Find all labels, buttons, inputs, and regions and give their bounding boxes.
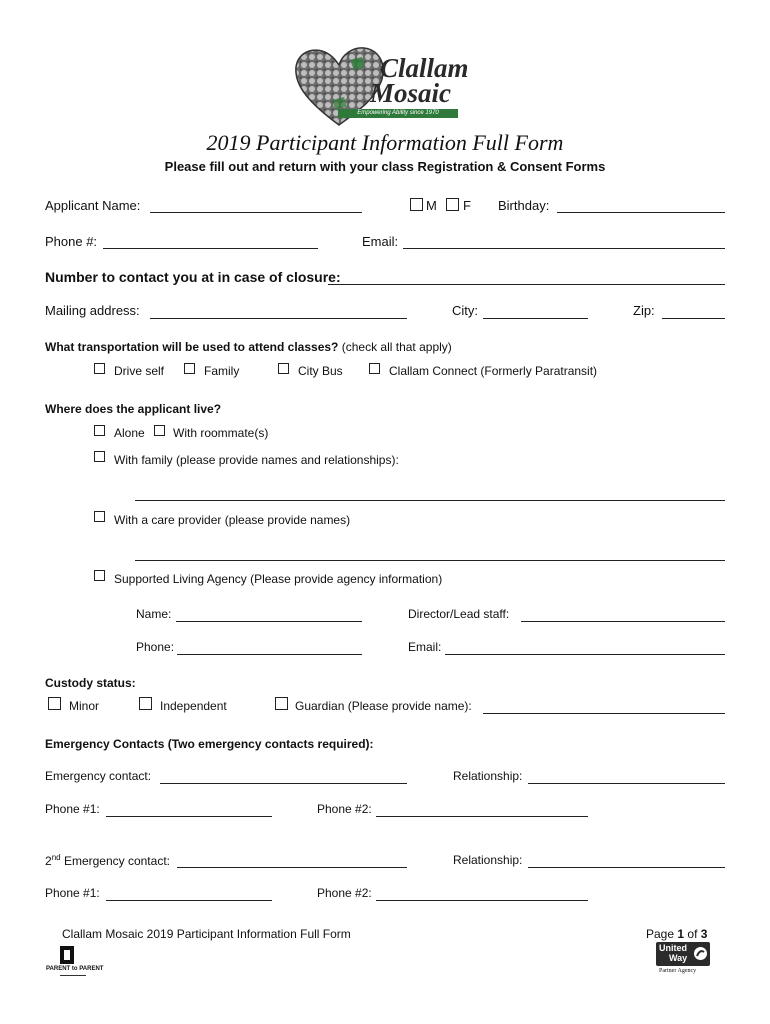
email-label: Email: — [362, 234, 399, 249]
clallam-connect-label: Clallam Connect (Formerly Paratransit) — [389, 364, 598, 378]
transportation-question — [45, 340, 452, 354]
relationship1-field[interactable] — [528, 783, 725, 784]
page-of: of — [687, 927, 698, 941]
contact1-phone1-label: Phone #1: — [45, 802, 100, 816]
page-title: 2019 Participant Information Full Form — [206, 130, 564, 155]
male-checkbox[interactable] — [410, 198, 423, 211]
minor-label: Minor — [69, 699, 100, 713]
care-provider-names-field[interactable] — [135, 560, 725, 561]
agency-phone-label: Phone: — [136, 640, 175, 654]
transportation-question-text: What transportation will be used to attend classes? — [45, 340, 339, 354]
drive-self-label: Drive self — [114, 364, 165, 378]
agency-email-label: Email: — [408, 640, 442, 654]
agency-checkbox[interactable] — [94, 570, 105, 581]
zip-field[interactable] — [662, 318, 725, 319]
page-current: 1 — [677, 927, 685, 941]
applicant-name-field[interactable] — [150, 212, 362, 213]
agency-label: Supported Living Agency (Please provide agency information) — [114, 572, 443, 586]
footer-page-number — [646, 927, 707, 941]
united-way-line1: United — [659, 943, 687, 953]
page-subtitle: Please fill out and return with your class Registration & Consent Forms — [164, 159, 606, 174]
birthday-label: Birthday: — [498, 198, 550, 213]
family-transport-label: Family — [204, 364, 240, 378]
minor-checkbox[interactable] — [48, 697, 61, 710]
phone-field[interactable] — [103, 248, 318, 249]
emergency-heading: Emergency Contacts (Two emergency contacts required): — [45, 737, 374, 751]
emergency-contact1-field[interactable] — [160, 783, 407, 784]
agency-name-label: Name: — [136, 607, 172, 621]
agency-director-field[interactable] — [521, 621, 725, 622]
roommate-checkbox[interactable] — [154, 425, 165, 436]
alone-label: Alone — [114, 426, 145, 440]
relationship2-field[interactable] — [528, 867, 725, 868]
guardian-label: Guardian (Please provide name): — [295, 699, 472, 713]
mailing-address-field[interactable] — [150, 318, 407, 319]
united-way-line2: Way — [669, 953, 688, 963]
contact2-label-text: Emergency contact: — [63, 854, 170, 868]
city-bus-checkbox[interactable] — [278, 363, 289, 374]
guardian-checkbox[interactable] — [275, 697, 288, 710]
guardian-name-field[interactable] — [483, 713, 725, 714]
female-label: F — [463, 198, 471, 213]
contact2-phone2-field[interactable] — [376, 900, 588, 901]
united-way-badge — [656, 942, 710, 966]
parent-logo-underline — [60, 975, 86, 976]
city-bus-label: City Bus — [298, 364, 343, 378]
zip-label: Zip: — [633, 303, 655, 318]
contact2-phone1-label: Phone #1: — [45, 886, 100, 900]
parent-logo-text: PARENT to PARENT — [46, 966, 104, 972]
contact2-sup: nd — [51, 853, 61, 862]
relationship2-label: Relationship: — [453, 853, 523, 867]
with-family-label: With family (please provide names and relationships): — [114, 453, 399, 467]
emergency-contact2-field[interactable] — [177, 867, 407, 868]
family-transport-checkbox[interactable] — [184, 363, 195, 374]
contact1-phone2-label: Phone #2: — [317, 802, 372, 816]
phone-label: Phone #: — [45, 234, 98, 249]
care-provider-label: With a care provider (please provide names) — [114, 513, 351, 527]
independent-label: Independent — [160, 699, 227, 713]
contact2-phone1-field[interactable] — [106, 900, 272, 901]
agency-email-field[interactable] — [445, 654, 725, 655]
contact2-phone2-label: Phone #2: — [317, 886, 372, 900]
logo-text-line2: Mosaic — [370, 78, 451, 108]
mailing-address-label: Mailing address: — [45, 303, 140, 318]
page-prefix: Page — [646, 927, 675, 941]
family-names-field[interactable] — [135, 500, 725, 501]
contact1-phone1-field[interactable] — [106, 816, 272, 817]
relationship1-label: Relationship: — [453, 769, 523, 783]
birthday-field[interactable] — [557, 212, 725, 213]
emergency-contact2-label — [45, 853, 170, 868]
roommate-label: With roommate(s) — [173, 426, 269, 440]
emergency-contact1-label: Emergency contact: — [45, 769, 152, 783]
independent-checkbox[interactable] — [139, 697, 152, 710]
united-way-hand-icon — [693, 946, 708, 961]
applicant-name-label: Applicant Name: — [45, 198, 141, 213]
with-family-checkbox[interactable] — [94, 451, 105, 462]
agency-director-label: Director/Lead staff: — [408, 607, 510, 621]
city-label: City: — [452, 303, 478, 318]
agency-name-field[interactable] — [176, 621, 362, 622]
united-way-caption: Partner Agency — [659, 968, 697, 974]
closure-contact-label: Number to contact you at in case of closure: — [45, 269, 341, 285]
page-total: 3 — [700, 927, 708, 941]
logo-text-line1: Clallam — [380, 53, 469, 83]
contact1-phone2-field[interactable] — [376, 816, 588, 817]
closure-contact-field[interactable] — [328, 284, 725, 285]
custody-label: Custody status: — [45, 676, 136, 690]
email-field[interactable] — [403, 248, 725, 249]
drive-self-checkbox[interactable] — [94, 363, 105, 374]
logo-tagline-bar — [338, 109, 458, 118]
residence-question: Where does the applicant live? — [45, 402, 222, 416]
footer-form-name: Clallam Mosaic 2019 Participant Information Full Form — [62, 927, 351, 941]
transportation-hint: (check all that apply) — [341, 340, 452, 354]
logo-tagline: Empowering Ability since 1970 — [357, 110, 439, 116]
alone-checkbox[interactable] — [94, 425, 105, 436]
city-field[interactable] — [483, 318, 588, 319]
agency-phone-field[interactable] — [177, 654, 362, 655]
care-provider-checkbox[interactable] — [94, 511, 105, 522]
contact2-prefix: 2 — [45, 854, 52, 868]
male-label: M — [426, 198, 437, 213]
female-checkbox[interactable] — [446, 198, 459, 211]
parent-logo-mark-inner — [64, 950, 70, 960]
clallam-connect-checkbox[interactable] — [369, 363, 380, 374]
